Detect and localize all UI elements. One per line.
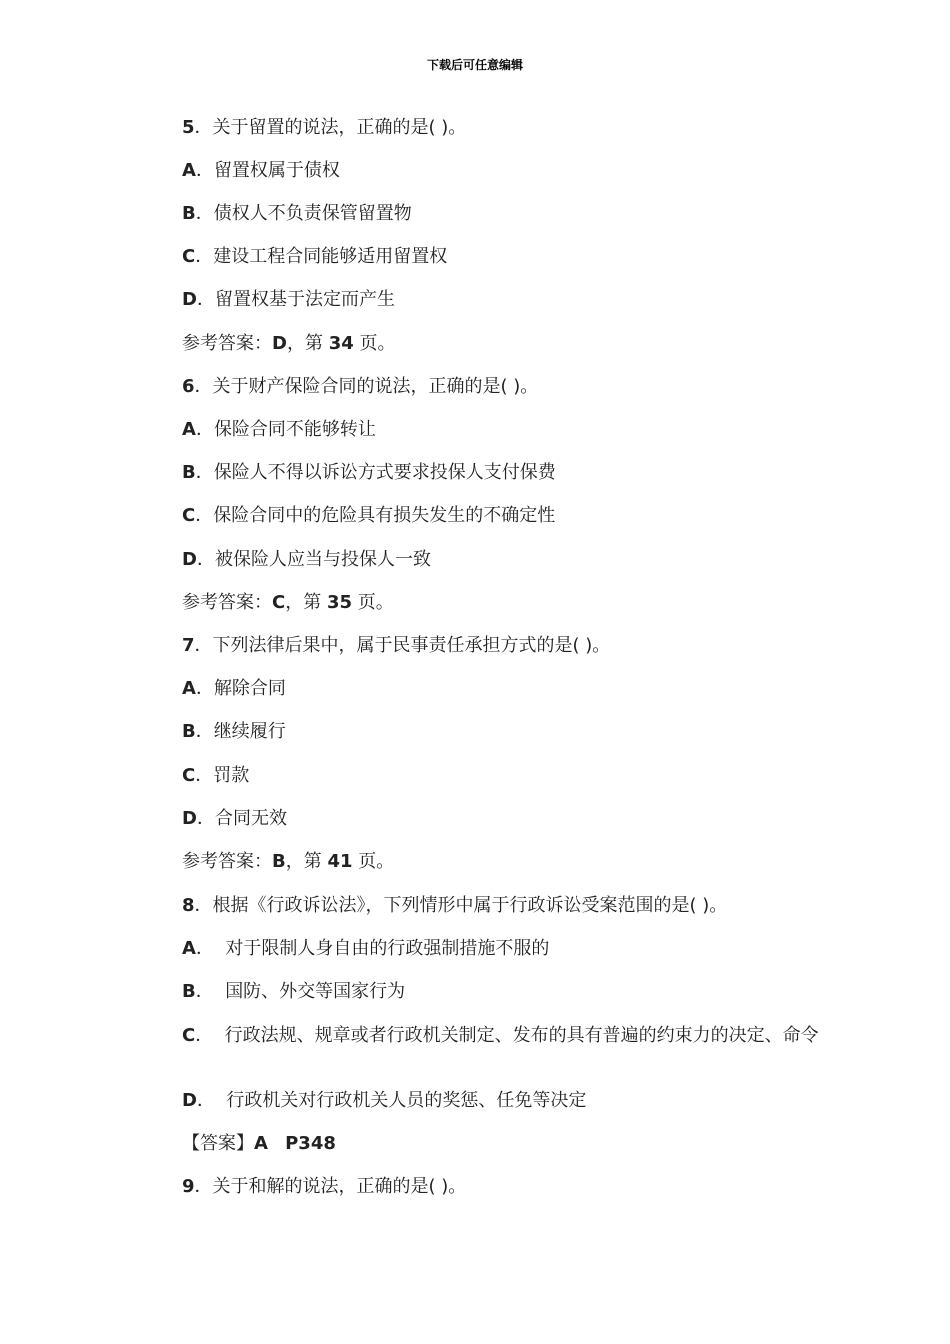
question-stem: 根据《行政诉讼法》，下列情形中属于行政诉讼受案范围的是( )。 [212,895,728,916]
answer-5: 参考答案：D，第 34 页。 [182,333,396,354]
question-5: 5．关于留置的说法，正确的是( )。 [182,117,467,138]
question-6: 6．关于财产保险合同的说法，正确的是( )。 [182,376,539,397]
option-c: C．罚款 [182,765,250,786]
option-d: D．合同无效 [182,808,287,829]
option-a: A． 对于限制人身自由的行政强制措施不服的 [182,938,550,959]
question-stem: 下列法律后果中，属于民事责任承担方式的是( )。 [212,635,611,656]
option-b: B．债权人不负责保管留置物 [182,203,412,224]
question-stem: 关于留置的说法，正确的是( )。 [212,117,467,138]
question-number: 6 [182,376,195,397]
answer-7: 参考答案：B，第 41 页。 [182,851,395,872]
option-c: C．建设工程合同能够适用留置权 [182,246,448,267]
page-header: 下载后可任意编辑 [426,58,523,72]
question-number: 7 [182,635,195,656]
question-9: 9．关于和解的说法，正确的是( )。 [182,1176,467,1197]
question-number: 9 [182,1176,195,1197]
option-d: D．被保险人应当与投保人一致 [182,549,431,570]
question-7: 7．下列法律后果中，属于民事责任承担方式的是( )。 [182,635,611,656]
option-d: D． 行政机关对行政机关人员的奖惩、任免等决定 [182,1090,587,1111]
answer-8: 【答案】A P348 [182,1133,336,1154]
option-b: B．继续履行 [182,721,286,742]
option-b: B． 国防、外交等国家行为 [182,981,406,1002]
answer-6: 参考答案：C，第 35 页。 [182,592,394,613]
question-stem: 关于财产保险合同的说法，正确的是( )。 [212,376,539,397]
question-number: 8 [182,895,195,916]
option-a: A．留置权属于债权 [182,160,340,181]
question-stem: 关于和解的说法，正确的是( )。 [212,1176,467,1197]
option-b: B．保险人不得以诉讼方式要求投保人支付保费 [182,462,556,483]
option-a: A．保险合同不能够转让 [182,419,376,440]
question-number: 5 [182,117,195,138]
question-8: 8．根据《行政诉讼法》，下列情形中属于行政诉讼受案范围的是( )。 [182,895,728,916]
option-a: A．解除合同 [182,678,286,699]
option-c: C．保险合同中的危险具有损失发生的不确定性 [182,505,556,526]
option-d: D．留置权基于法定而产生 [182,289,395,310]
option-c: C． 行政法规、规章或者行政机关制定、发布的具有普遍的约束力的决定、命令 [182,1025,819,1046]
